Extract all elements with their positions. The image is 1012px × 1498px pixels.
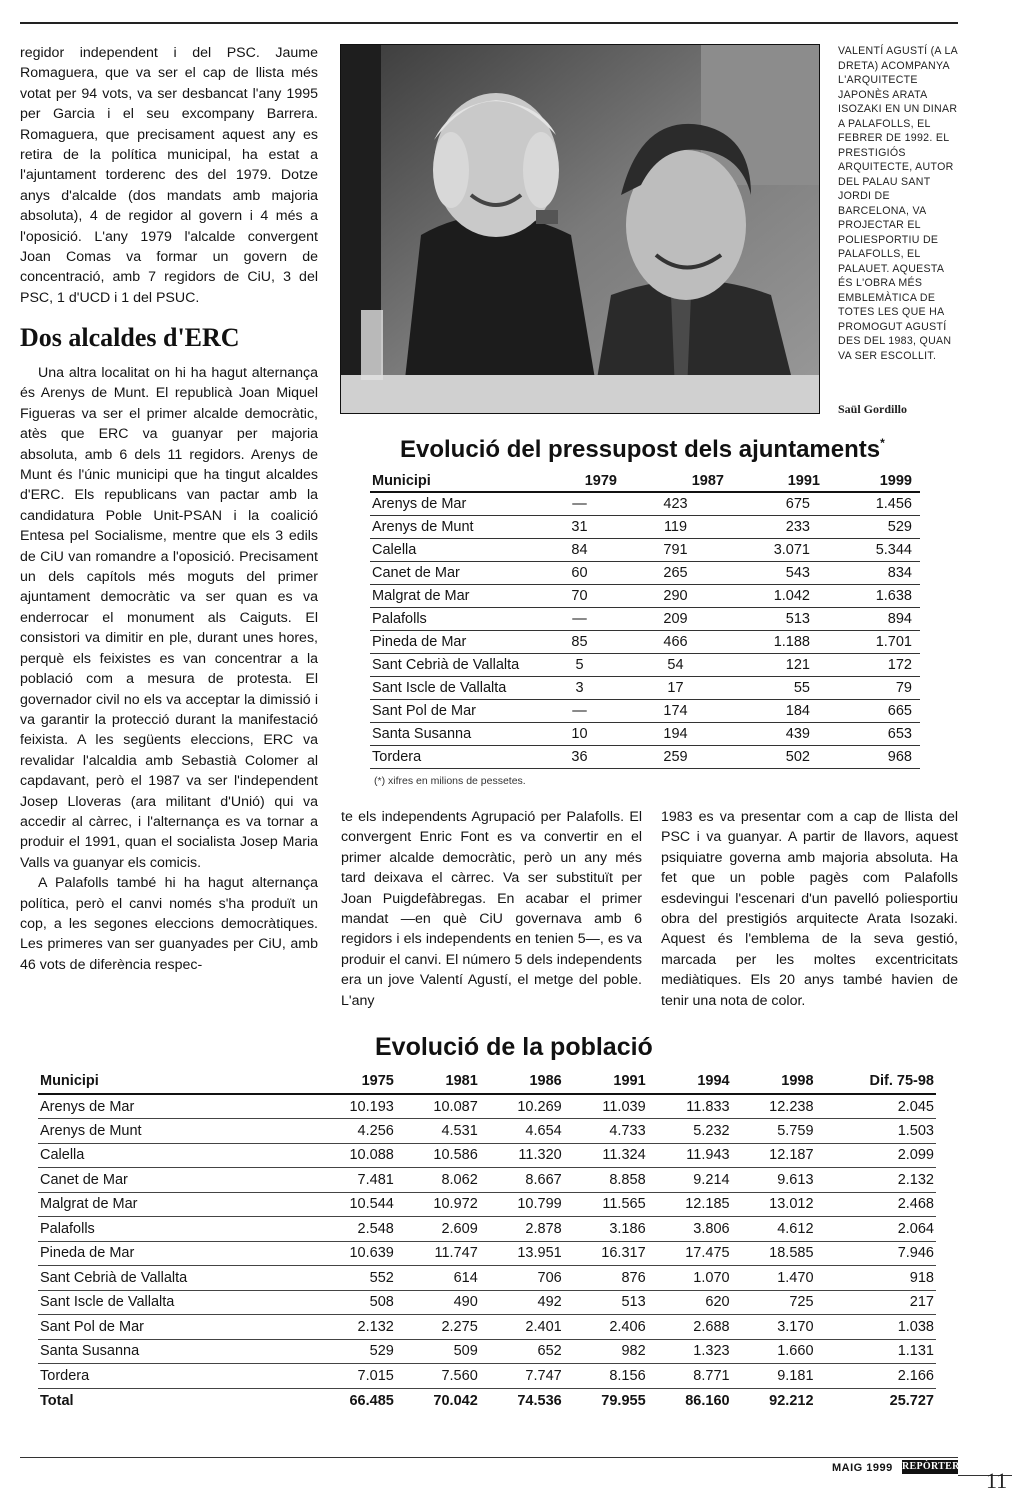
population-value-cell: 4.531 [396, 1119, 480, 1144]
population-value-cell: 2.406 [564, 1315, 648, 1340]
population-value-cell: 9.613 [732, 1168, 816, 1193]
population-value-cell: 17.475 [648, 1241, 732, 1266]
budget-value-cell: 5.344 [820, 538, 920, 561]
population-value-cell: 10.193 [312, 1094, 396, 1119]
header-cell: Dif. 75-98 [816, 1068, 936, 1094]
population-value-cell: 7.560 [396, 1364, 480, 1389]
budget-value-cell: 513 [724, 607, 820, 630]
budget-value-cell: 675 [724, 492, 820, 515]
budget-value-cell: 84 [532, 538, 627, 561]
population-value-cell: 552 [312, 1266, 396, 1291]
population-value-cell: 8.156 [564, 1364, 648, 1389]
municipality-cell: Canet de Mar [38, 1168, 312, 1193]
budget-value-cell: 79 [820, 676, 920, 699]
budget-table-row [370, 630, 920, 653]
population-table-title: Evolució de la població [375, 1033, 653, 1061]
population-value-cell: 7.747 [480, 1364, 564, 1389]
total-value-cell: 25.727 [889, 1392, 934, 1409]
budget-value-cell: 194 [627, 722, 724, 745]
population-value-cell: 1.503 [816, 1119, 936, 1144]
population-value-cell: 706 [480, 1266, 564, 1291]
news-photo [340, 44, 820, 414]
population-value-cell: 725 [732, 1290, 816, 1315]
budget-value-cell: 1.701 [820, 630, 920, 653]
budget-value-cell: 439 [724, 722, 820, 745]
population-value-cell: 918 [816, 1266, 936, 1291]
population-value-cell: 13.951 [480, 1241, 564, 1266]
population-value-cell: 12.238 [732, 1094, 816, 1119]
population-value-cell: 12.185 [648, 1192, 732, 1217]
budget-table [370, 470, 920, 769]
budget-value-cell: 10 [532, 722, 627, 745]
population-value-cell: 2.132 [312, 1315, 396, 1340]
column3-paragraph: 1983 es va presentar com a cap de llista del PSC i va guanyar. A partir de llavors, aquest psiquiatre governa amb majoria absoluta. Ha fet que un poble pagès com Palafolls esdevingui l'escenari d'un pavelló poliesportiu obra del prestigiós arquitecte Arata Isozaki. Aquest és l'emblema de la seva gestió, marcada per les moltes excentricitats mediàtiques. Els 20 anys també havien de tenir una nota de color. [661, 809, 958, 1009]
municipality-cell: Canet de Mar [370, 561, 532, 584]
budget-table-row [370, 515, 920, 538]
population-value-cell: 1.038 [816, 1315, 936, 1340]
budget-table-row [370, 676, 920, 699]
budget-table-row [370, 745, 920, 768]
budget-value-cell: 121 [724, 653, 820, 676]
budget-title-text: Evolució del pressupost dels ajuntaments [400, 436, 881, 463]
population-table-row [38, 1143, 936, 1168]
population-value-cell: 10.087 [396, 1094, 480, 1119]
budget-value-cell: 1.188 [724, 630, 820, 653]
municipality-cell: Sant Cebrià de Vallalta [370, 653, 532, 676]
photo-illustration [341, 45, 820, 414]
population-total-row [38, 1388, 936, 1413]
municipality-cell: Sant Pol de Mar [38, 1315, 312, 1340]
footer-date: MAIG 1999 [832, 1462, 893, 1474]
budget-value-cell: 5 [532, 653, 627, 676]
budget-value-cell: 184 [724, 699, 820, 722]
column3 [661, 807, 958, 1011]
population-value-cell: 10.586 [396, 1143, 480, 1168]
population-value-cell: 8.771 [648, 1364, 732, 1389]
column1-body [20, 363, 318, 975]
budget-table-row [370, 607, 920, 630]
population-value-cell: 2.688 [648, 1315, 732, 1340]
municipality-cell: Malgrat de Mar [38, 1192, 312, 1217]
population-value-cell: 10.639 [312, 1241, 396, 1266]
budget-value-cell: 894 [820, 607, 920, 630]
population-value-cell: 2.045 [816, 1094, 936, 1119]
population-value-cell: 7.481 [312, 1168, 396, 1193]
population-value-cell: 876 [564, 1266, 648, 1291]
budget-value-cell: 466 [627, 630, 724, 653]
budget-table-row [370, 492, 920, 515]
population-value-cell: 652 [480, 1339, 564, 1364]
column1-paragraph-2: A Palafolls també hi ha hagut alternança política, però el canvi només s'ha produït un cop, a les segones eleccions democràtiques. Les primeres van ser guanyades per CiU, amb 46 vots de diferència respec- [20, 875, 318, 973]
header-cell: 1999 [820, 470, 920, 492]
budget-value-cell: 174 [627, 699, 724, 722]
population-value-cell: 11.943 [648, 1143, 732, 1168]
population-value-cell: 4.256 [312, 1119, 396, 1144]
municipality-cell: Sant Iscle de Vallalta [38, 1290, 312, 1315]
budget-table-row [370, 584, 920, 607]
municipality-cell: Malgrat de Mar [370, 584, 532, 607]
population-table-row [38, 1217, 936, 1242]
population-value-cell: 13.012 [732, 1192, 816, 1217]
population-value-cell: 508 [312, 1290, 396, 1315]
population-value-cell: 9.214 [648, 1168, 732, 1193]
photo-caption: VALENTÍ AGUSTÍ (A LA DRETA) ACOMPANYA L'ARQUITECTE JAPONÈS ARATA ISOZAKI EN UN DINAR A PALAFOLLS, EL FEBRER DE 1992. EL PRESTIGIÓS ARQUITECTE, AUTOR DEL PALAU SANT JORDI DE BARCELONA, VA PROJECTAR EL POLIESPORTIU DE PALAFOLLS, EL PALAUET. AQUESTA ÉS L'OBRA MÉS EMBLEMÀTICA DE TOTES LES QUE HA PROMOGUT AGUSTÍ DES DEL 1983, QUAN VA SER ESCOLLIT. [838, 45, 958, 362]
population-value-cell: 11.324 [564, 1143, 648, 1168]
budget-value-cell: 265 [627, 561, 724, 584]
budget-value-cell: 259 [627, 745, 724, 768]
population-table [38, 1068, 936, 1413]
budget-value-cell: 209 [627, 607, 724, 630]
population-value-cell: 18.585 [732, 1241, 816, 1266]
population-value-cell: 2.878 [480, 1217, 564, 1242]
total-value-cell: 70.042 [433, 1392, 478, 1409]
budget-value-cell: 968 [820, 745, 920, 768]
budget-table-row [370, 538, 920, 561]
column1-top-paragraph: regidor independent i del PSC. Jaume Romaguera, que va ser el cap de llista més votat per 94 vots, va ser desbancat l'any 1995 per Garcia i el seu excompany Barrera. Romaguera, que precisament aquest any es retira de la política municipal, ha estat a l'ajuntament torderenc des del 1979. Dotze anys d'alcalde (dos mandats amb majoria absoluta), 4 de regidor al govern i 4 més a l'oposició. L'any 1979 l'alcalde convergent Joan Comas va formar un govern de concentració, amb 7 regidors de CiU, 3 del PSC, 1 d'UCD i 1 del PSUC. [20, 45, 318, 306]
budget-value-cell: 791 [627, 538, 724, 561]
budget-value-cell: 502 [724, 745, 820, 768]
budget-value-cell: 119 [627, 515, 724, 538]
budget-table-header [370, 470, 920, 492]
budget-value-cell: 1.042 [724, 584, 820, 607]
population-value-cell: 16.317 [564, 1241, 648, 1266]
municipality-cell: Palafolls [370, 607, 532, 630]
population-table-row [38, 1192, 936, 1217]
header-cell: 1998 [732, 1068, 816, 1094]
column2 [341, 807, 642, 1011]
budget-value-cell: — [532, 607, 627, 630]
budget-value-cell: 543 [724, 561, 820, 584]
municipality-cell: Sant Iscle de Vallalta [370, 676, 532, 699]
budget-table-title [400, 436, 920, 464]
population-value-cell: 2.401 [480, 1315, 564, 1340]
population-value-cell: 11.039 [564, 1094, 648, 1119]
budget-table-row [370, 653, 920, 676]
header-cell: Municipi [38, 1068, 312, 1094]
header-cell: 1986 [480, 1068, 564, 1094]
population-table-body [38, 1094, 936, 1413]
population-value-cell: 509 [396, 1339, 480, 1364]
budget-table-row [370, 722, 920, 745]
municipality-cell: Sant Pol de Mar [370, 699, 532, 722]
population-value-cell: 1.070 [648, 1266, 732, 1291]
population-value-cell: 3.806 [648, 1217, 732, 1242]
header-cell: 1981 [396, 1068, 480, 1094]
budget-value-cell: 423 [627, 492, 724, 515]
column1-top-text [20, 43, 318, 308]
municipality-cell: Calella [38, 1143, 312, 1168]
municipality-cell: Arenys de Mar [38, 1094, 312, 1119]
population-value-cell: 3.186 [564, 1217, 648, 1242]
budget-value-cell: 3 [532, 676, 627, 699]
total-label: Total [40, 1392, 74, 1409]
header-cell: 1994 [648, 1068, 732, 1094]
population-table-row [38, 1290, 936, 1315]
population-value-cell: 5.759 [732, 1119, 816, 1144]
photo-credit: Saül Gordillo [838, 402, 908, 416]
budget-value-cell: 17 [627, 676, 724, 699]
population-value-cell: 2.275 [396, 1315, 480, 1340]
column1-paragraph-1: Una altra localitat on hi ha hagut alternança és Arenys de Munt. El republicà Joan Miquel Figueras va ser el primer alcalde democràtic, atès que ERC va guanyar per majoria absoluta, amb 6 dels 11 regidors. Arenys de Munt és l'únic municipi que ha tingut alcaldes d'ERC. Els republicans van pactar amb la candidatura Poble Unit-PSAN i la coalició Entesa pel Socialisme, mentre que els 3 edils de CiU van romandre a l'oposició. Precisament un dels capítols més moguts del primer ajuntament democràtic va ser quan es va enderrocar el monument als Caiguts. El consistori va dimitir en ple, durant unes hores, perquè els feixistes es van concentrar a la població com a mesura de protesta. El governador civil no els va acceptar la dimissió i va garantir la protecció durant la manifestació feixista. A les següents eleccions, ERC va revalidar l'alcaldia amb Sebastià Colomer al capdavant, però el 1987 va ser l'independent Josep Lloveras (ara militant d'Unió) qui va accedir al càrrec, i l'alternança es va tornar a produir el 1991, quan el socialista Josep Maria Valls va guanyar els comicis. [20, 365, 318, 871]
municipality-cell: Tordera [370, 745, 532, 768]
population-value-cell: 2.132 [816, 1168, 936, 1193]
population-value-cell: 1.131 [816, 1339, 936, 1364]
budget-value-cell: 172 [820, 653, 920, 676]
header-cell: 1987 [627, 470, 724, 492]
municipality-cell: Pineda de Mar [370, 630, 532, 653]
budget-value-cell: 1.638 [820, 584, 920, 607]
budget-value-cell: 834 [820, 561, 920, 584]
total-value-cell: 66.485 [349, 1392, 394, 1409]
municipality-cell: Sant Cebrià de Vallalta [38, 1266, 312, 1291]
population-value-cell: 2.609 [396, 1217, 480, 1242]
population-value-cell: 982 [564, 1339, 648, 1364]
population-value-cell: 11.747 [396, 1241, 480, 1266]
population-value-cell: 10.088 [312, 1143, 396, 1168]
budget-value-cell: 31 [532, 515, 627, 538]
municipality-cell: Arenys de Munt [370, 515, 532, 538]
footer-rule [20, 1457, 958, 1458]
population-table-row [38, 1241, 936, 1266]
municipality-cell: Santa Susanna [370, 722, 532, 745]
population-value-cell: 7.015 [312, 1364, 396, 1389]
municipality-cell: Arenys de Munt [38, 1119, 312, 1144]
population-value-cell: 2.064 [816, 1217, 936, 1242]
budget-value-cell: — [532, 492, 627, 515]
population-value-cell: 10.972 [396, 1192, 480, 1217]
population-table-row [38, 1364, 936, 1389]
budget-value-cell: 60 [532, 561, 627, 584]
budget-value-cell: 665 [820, 699, 920, 722]
population-value-cell: 9.181 [732, 1364, 816, 1389]
population-value-cell: 529 [312, 1339, 396, 1364]
column2-paragraph: te els independents Agrupació per Palafolls. El convergent Enric Font es va convertir en el primer alcalde democràtic, però un any més tard deixava el càrrec. Va ser substituït per Joan Puigdefàbregas. En acabar el primer mandat —en què CiU governava amb 6 regidors i els independents en tenien 5—, es va produir el canvi. El número 5 dels independents era un jove Valentí Agustí, el metge del poble. L'any [341, 809, 642, 1009]
budget-value-cell: 529 [820, 515, 920, 538]
municipality-cell: Palafolls [38, 1217, 312, 1242]
total-value-cell: 74.536 [517, 1392, 562, 1409]
population-value-cell: 11.565 [564, 1192, 648, 1217]
population-value-cell: 492 [480, 1290, 564, 1315]
population-value-cell: 4.733 [564, 1119, 648, 1144]
population-value-cell: 10.799 [480, 1192, 564, 1217]
population-value-cell: 11.833 [648, 1094, 732, 1119]
header-cell: 1979 [532, 470, 627, 492]
population-value-cell: 5.232 [648, 1119, 732, 1144]
population-value-cell: 8.858 [564, 1168, 648, 1193]
header-cell: 1975 [312, 1068, 396, 1094]
municipality-cell: Arenys de Mar [370, 492, 532, 515]
population-value-cell: 2.548 [312, 1217, 396, 1242]
population-value-cell: 614 [396, 1266, 480, 1291]
budget-value-cell: 290 [627, 584, 724, 607]
population-value-cell: 3.170 [732, 1315, 816, 1340]
budget-value-cell: 54 [627, 653, 724, 676]
budget-value-cell: 85 [532, 630, 627, 653]
population-value-cell: 1.660 [732, 1339, 816, 1364]
population-table-row [38, 1119, 936, 1144]
municipality-cell: Tordera [38, 1364, 312, 1389]
budget-value-cell: 233 [724, 515, 820, 538]
population-table-row [38, 1266, 936, 1291]
top-rule [20, 22, 958, 24]
page-number: 11 [986, 1468, 1008, 1493]
magazine-logo: REPÒRTER [902, 1461, 960, 1472]
total-value-cell: 79.955 [601, 1392, 646, 1409]
population-value-cell: 8.062 [396, 1168, 480, 1193]
population-value-cell: 12.187 [732, 1143, 816, 1168]
budget-value-cell: 1.456 [820, 492, 920, 515]
population-value-cell: 4.612 [732, 1217, 816, 1242]
population-table-row [38, 1315, 936, 1340]
population-value-cell: 620 [648, 1290, 732, 1315]
budget-value-cell: 36 [532, 745, 627, 768]
header-cell: 1991 [724, 470, 820, 492]
population-value-cell: 4.654 [480, 1119, 564, 1144]
subheading: Dos alcaldes d'ERC [20, 323, 240, 352]
population-value-cell: 10.269 [480, 1094, 564, 1119]
budget-value-cell: 653 [820, 722, 920, 745]
budget-value-cell: 70 [532, 584, 627, 607]
header-cell: Municipi [370, 470, 532, 492]
municipality-cell: Calella [370, 538, 532, 561]
population-value-cell: 8.667 [480, 1168, 564, 1193]
total-value-cell: 92.212 [769, 1392, 814, 1409]
municipality-cell: Pineda de Mar [38, 1241, 312, 1266]
budget-table-note: (*) xifres en milions de pessetes. [374, 775, 526, 787]
budget-value-cell: 3.071 [724, 538, 820, 561]
total-value-cell: 86.160 [685, 1392, 730, 1409]
population-value-cell: 490 [396, 1290, 480, 1315]
population-table-header [38, 1068, 936, 1094]
municipality-cell: Santa Susanna [38, 1339, 312, 1364]
budget-value-cell: — [532, 699, 627, 722]
budget-title-mark: * [880, 436, 885, 450]
budget-value-cell: 55 [724, 676, 820, 699]
budget-table-row [370, 699, 920, 722]
budget-table-body [370, 492, 920, 768]
population-value-cell: 2.166 [816, 1364, 936, 1389]
budget-table-row [370, 561, 920, 584]
population-value-cell: 10.544 [312, 1192, 396, 1217]
population-value-cell: 1.323 [648, 1339, 732, 1364]
population-value-cell: 2.468 [816, 1192, 936, 1217]
population-table-row [38, 1168, 936, 1193]
population-value-cell: 7.946 [816, 1241, 936, 1266]
population-value-cell: 513 [564, 1290, 648, 1315]
population-table-row [38, 1094, 936, 1119]
population-table-row [38, 1339, 936, 1364]
header-cell: 1991 [564, 1068, 648, 1094]
population-value-cell: 217 [816, 1290, 936, 1315]
population-value-cell: 1.470 [732, 1266, 816, 1291]
population-value-cell: 2.099 [816, 1143, 936, 1168]
population-value-cell: 11.320 [480, 1143, 564, 1168]
